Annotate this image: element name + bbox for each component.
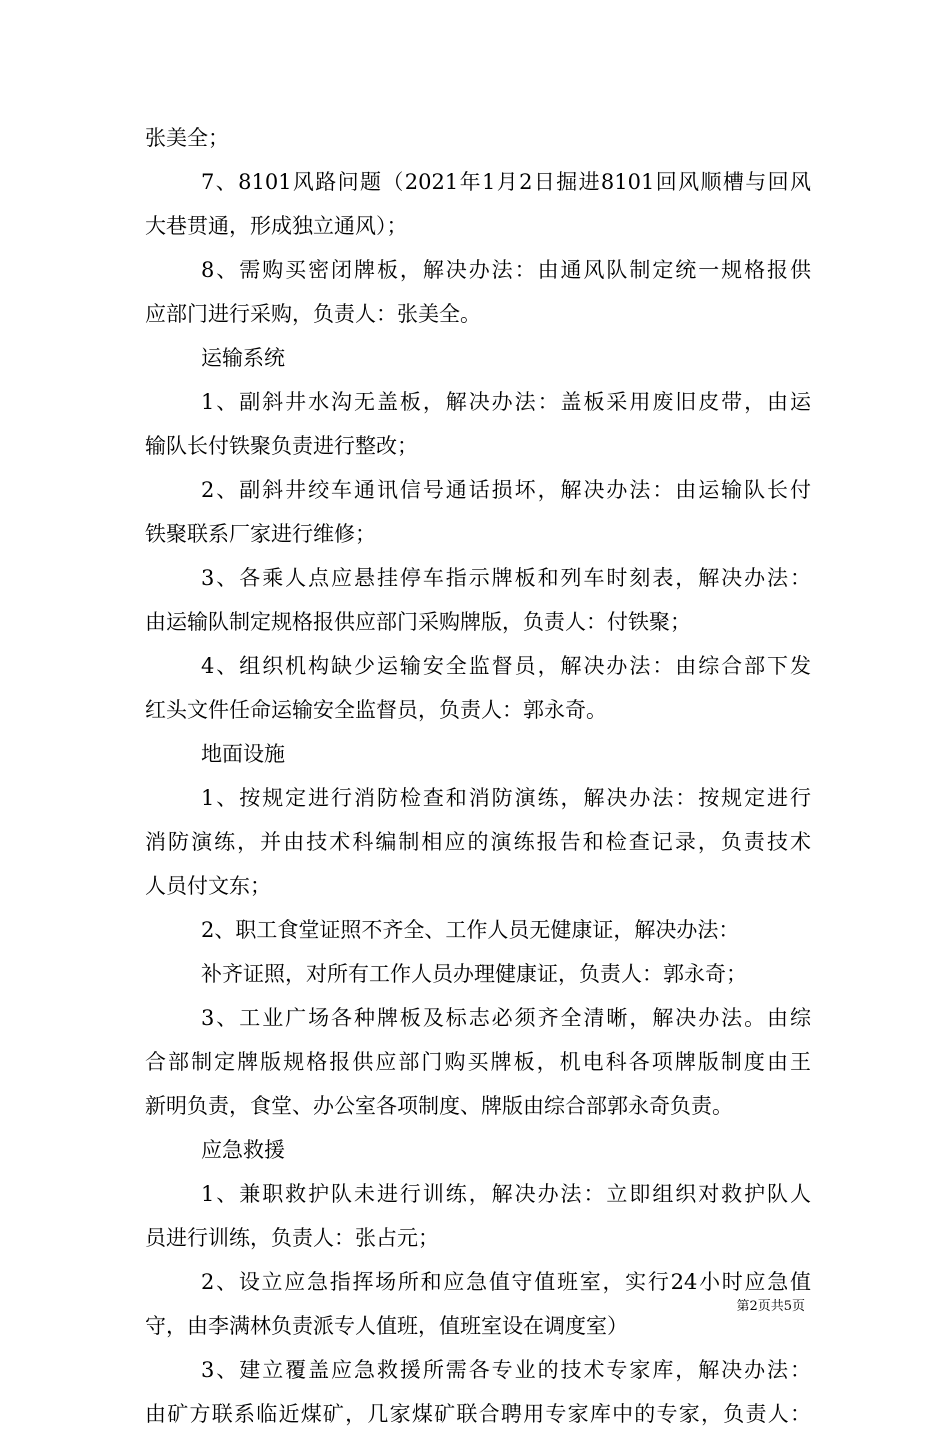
text-line-continuation: 消防演练，并由技术科编制相应的演练报告和检查记录，负责技术 bbox=[145, 830, 811, 854]
text-line-item-8: 8、需购买密闭牌板，解决办法：由通风队制定统一规格报供 bbox=[201, 258, 811, 282]
page-number-footer: 第2页共5页 bbox=[736, 1299, 805, 1314]
text-line-continuation: 由运输队制定规格报供应部门采购牌版，负责人：付铁聚； bbox=[145, 610, 691, 634]
text-line-transport-1: 1、副斜井水沟无盖板，解决办法：盖板采用废旧皮带，由运 bbox=[201, 390, 811, 414]
text-line-continuation: 红头文件任命运输安全监督员，负责人：郭永奇。 bbox=[145, 698, 607, 722]
section-heading-emergency-rescue: 应急救援 bbox=[201, 1138, 285, 1162]
text-line-continuation: 由矿方联系临近煤矿，几家煤矿联合聘用专家库中的专家，负责人： bbox=[145, 1402, 811, 1426]
text-line-transport-4: 4、组织机构缺少运输安全监督员，解决办法：由综合部下发 bbox=[201, 654, 811, 678]
text-line-emergency-2: 2、设立应急指挥场所和应急值守值班室，实行24小时应急值 bbox=[201, 1270, 811, 1294]
text-line-continuation: 合部制定牌版规格报供应部门购买牌板，机电科各项牌版制度由王 bbox=[145, 1050, 811, 1074]
text-line-continuation: 输队长付铁聚负责进行整改； bbox=[145, 434, 418, 458]
text-line-continuation: 新明负责，食堂、办公室各项制度、牌版由综合部郭永奇负责。 bbox=[145, 1094, 733, 1118]
text-line-continuation: 人员付文东； bbox=[145, 874, 271, 898]
text-line-continuation: 大巷贯通，形成独立通风）； bbox=[145, 214, 408, 238]
text-line-continuation: 应部门进行采购，负责人：张美全。 bbox=[145, 302, 481, 326]
section-heading-ground-facilities: 地面设施 bbox=[201, 742, 285, 766]
text-line-continuation: 张美全； bbox=[145, 126, 229, 150]
text-line-emergency-1: 1、兼职救护队未进行训练，解决办法：立即组织对救护队人 bbox=[201, 1182, 811, 1206]
text-line-emergency-3: 3、建立覆盖应急救援所需各专业的技术专家库，解决办法： bbox=[201, 1358, 811, 1382]
text-line-ground-1: 1、按规定进行消防检查和消防演练，解决办法：按规定进行 bbox=[201, 786, 811, 810]
text-line-transport-2: 2、副斜井绞车通讯信号通话损坏，解决办法：由运输队长付 bbox=[201, 478, 811, 502]
text-line-item-7: 7、8101风路问题（2021年1月2日掘进8101回风顺槽与回风 bbox=[201, 170, 811, 194]
text-line-continuation: 员进行训练，负责人：张占元； bbox=[145, 1226, 439, 1250]
text-line-ground-3: 3、工业广场各种牌板及标志必须齐全清晰，解决办法。由综 bbox=[201, 1006, 811, 1030]
text-line-continuation: 补齐证照，对所有工作人员办理健康证，负责人：郭永奇； bbox=[201, 962, 747, 986]
section-heading-transport: 运输系统 bbox=[201, 346, 285, 370]
text-line-ground-2: 2、职工食堂证照不齐全、工作人员无健康证，解决办法： bbox=[201, 918, 740, 942]
text-line-continuation: 守，由李满林负责派专人值班，值班室设在调度室） bbox=[145, 1314, 628, 1338]
document-body bbox=[145, 116, 811, 1436]
text-line-continuation: 铁聚联系厂家进行维修； bbox=[145, 522, 376, 546]
text-line-transport-3: 3、各乘人点应悬挂停车指示牌板和列车时刻表，解决办法： bbox=[201, 566, 811, 590]
